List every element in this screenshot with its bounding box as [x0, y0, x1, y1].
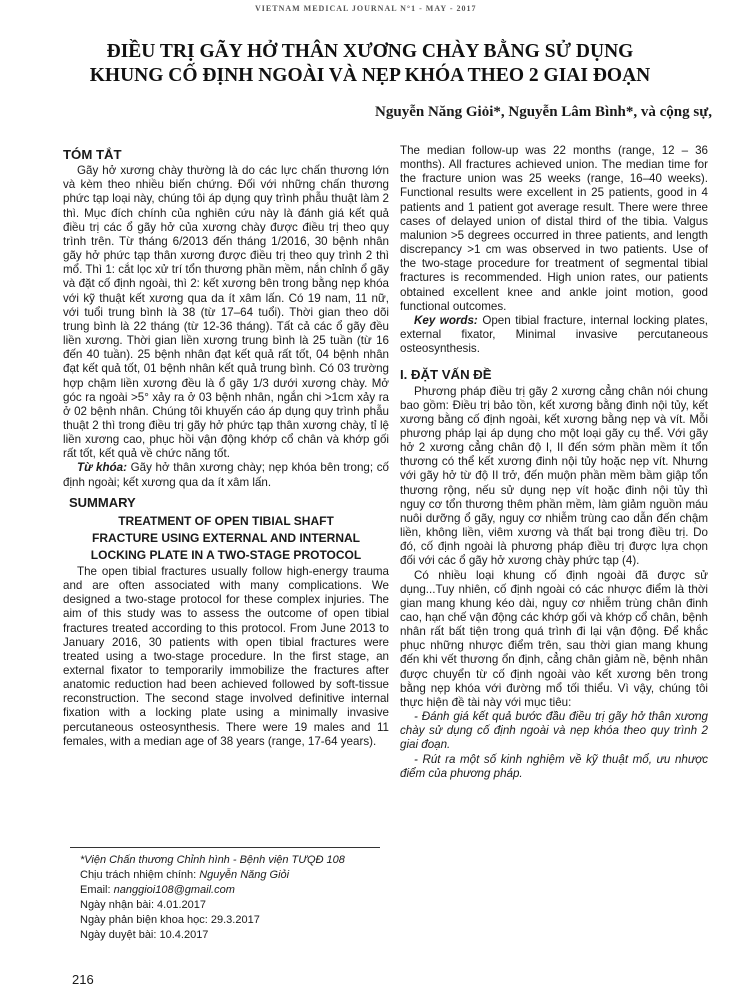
email-line — [80, 883, 400, 898]
summary-body-continued: The median follow-up was 22 months (range, 12 – 36 months). All fractures achieved union. The median time for the fracture union was 25 weeks (range, 16–40 weeks). Functional results were excellent in 25 patients, good in 4 patients and 1 patient got average result. There were three cases of delayed union of distal third of the tibia. Valgus malunion >5 degrees occurred in three patients, and length discrepancy >1 cm was observed in two patients. Use of the two-stage procedure for treatment of segmental tibial fractures is recommended. High union rates, our patients obtained excellent knee and ankle joint motion, good functional outcomes. — [400, 144, 708, 313]
summary-body: The open tibial fractures usually follow high-energy trauma and are often associated with many complications. We designed a two-stage protocol for these complex injuries. The aim of this study was to assess the outcome of open tibial fractures treated according to this protocol. From June 2013 to January 2016, 30 patients with open tibial fractures were treated using a two-stage procedure. In the first stage, an external fixator to temporarily immobilize the fractures after anatomic reduction had been achieved followed by soft-tissue reconstruction. The second stage involved definitive internal fixation with a locking plate using a minimally invasive percutaneous osteosynthesis. There were 19 males and 11 females, with a median age of 38 years (range, 17-64 years). — [63, 564, 389, 748]
summary-keywords — [400, 314, 708, 356]
date-approved: Ngày duyệt bài: 10.4.2017 — [80, 929, 209, 941]
abstract-vi-body: Gãy hở xương chày thường là do các lực chấn thương lớn và kèm theo nhiều biến chứng. Đối với những chấn thương phức tạp loại này, chúng tôi áp dụng quy trình phẫu thuật làm 2 thì. Mục đích chính của nghiên cứu này là đánh giá kết quả điều trị các ổ gãy hở của xương chày được điều trị theo quy trình trên. Từ tháng 6/2013 đến tháng 1/2016, 30 bệnh nhân gãy hở phức tạp thân xương được điều trị theo quy trình 2 thì mổ. Thì 1: cắt lọc xử trí tổn thương phần mềm, nắn chỉnh ổ gãy và đặt cố định ngoài, thì 2: kết xương bên trong bằng nẹp khóa với kỹ thuật kết xương qua da ít xâm lấn. Có 19 nam, 11 nữ, với tuổi trung bình là 38 (từ 17–64 tuổi). Thời gian theo dõi trung bình là 22 tháng (từ 12-36 tháng). Tất cả các ổ gãy đều liền xương. Thời gian liền xương trung bình là 25 tuần (từ 16 đến 40 tuần). 25 bệnh nhân đạt kết quả rất tốt, 04 bệnh nhân đạt kết quả tốt, 01 bệnh nhân kết quả trung bình. Có 03 trường hợp chậm liền xương đều là ổ gãy 1/3 dưới xương chày. Mở góc ra ngoài >5° xảy ra ở 03 bệnh nhân, ngắn chi >1cm xảy ra ở 02 bệnh nhân. Chúng tôi khuyến cáo áp dụng quy trình phẫu thuật 2 thì trong điều trị gãy hở phức tạp thân xương chày, tỉ lệ liền xương cao, phục hồi vận động khớp cổ chân và khớp gối rất tốt, kết quả về chức năng tốt. — [63, 164, 389, 461]
responsible-author — [80, 868, 400, 883]
section-1-heading: I. ĐẶT VẤN ĐỀ — [400, 367, 492, 383]
footnote-rule — [70, 847, 380, 848]
section-1-paragraph-1: Phương pháp điều trị gãy 2 xương cẳng chân nói chung bao gồm: Điều trị bảo tồn, kết xương bằng đinh nội tủy, kết xương bằng cố định ngoài, kết xương bằng nẹp và vít. Mỗi phương pháp lại áp dụng cho một loại gãy cụ thể. Với gãy hở 2 xương cẳng chân độ I, II đến sớm phần mềm ít tổn thương có thể kết xương đinh nội tủy hoặc nẹp vít. Nhưng với gãy hở từ độ II trở, đến muộn phần mềm bầm giập tổn thương rộng, nếu sử dụng nẹp vít hoặc đinh nội tủy thì nguy cơ tổn thương thêm phần mềm, làm giảm nguồn máu nuôi dưỡng ổ gãy, nguy cơ nhiễm trùng cao dẫn đến chậm liền, không liền, viêm xương và thất bại trong điều trị. Do đó, cố định ngoài là phương pháp điều trị được lựa chọn đối với các ổ gãy hở xương chày phức tạp (4). — [400, 384, 708, 568]
abstract-vi-keywords — [63, 461, 389, 489]
date-reviewed: Ngày phản biện khoa học: 29.3.2017 — [80, 914, 260, 926]
summary-title-line-3: LOCKING PLATE IN A TWO-STAGE PROTOCOL — [90, 547, 362, 562]
keywords-vi-label: Từ khóa: — [77, 461, 127, 475]
summary-title-line-2: FRACTURE USING EXTERNAL AND INTERNAL — [91, 530, 360, 545]
summary-title — [63, 513, 389, 564]
email-address[interactable]: nanggioi108@gmail.com — [113, 884, 235, 896]
right-column — [400, 144, 708, 781]
article-title — [60, 40, 680, 88]
abstract-vi-heading: TÓM TẮT — [63, 147, 122, 162]
keywords-en-label: Key words: — [414, 313, 478, 327]
left-column — [63, 148, 389, 749]
title-line-1: ĐIỀU TRỊ GÃY HỞ THÂN XƯƠNG CHÀY BẰNG SỬ DỤNG — [106, 41, 634, 62]
objective-1: - Đánh giá kết quả bước đầu điều trị gãy hở thân xương chày sử dụng cố định ngoài và nẹp khóa theo quy trình 2 giai đoạn. — [400, 710, 708, 752]
summary-heading: SUMMARY — [69, 494, 136, 510]
title-line-2: KHUNG CỐ ĐỊNH NGOÀI VÀ NẸP KHÓA THEO 2 GIAI ĐOẠN — [89, 65, 651, 86]
objective-2: - Rút ra một số kinh nghiệm về kỹ thuật mổ, ưu nhược điểm của phương pháp. — [400, 752, 708, 780]
page-number: 216 — [72, 972, 94, 987]
responsible-label: Chịu trách nhiệm chính: — [80, 869, 197, 881]
email-label: Email: — [80, 884, 111, 896]
affiliation: *Viện Chấn thương Chỉnh hình - Bệnh viện TƯQĐ 108 — [80, 854, 345, 866]
section-1-paragraph-2: Có nhiều loại khung cố định ngoài đã được sử dụng...Tuy nhiên, cố định ngoài có các nhược điểm là thời gian mang khung kéo dài, nguy cơ nhiễm trùng chân đinh cao, hạn chế vận động các khớp gối và khớp cổ chân, bệnh nhân rất bất tiện trong quá trình đi lại vận động. Để khắc phục những nhược điểm trên, sau thời gian mang khung đến khi vết thương ổn định, cẳng chân giảm nề, bệnh nhân được chuyển từ cố định ngoài vào kết xương bên trong bằng nẹp khóa với đường mổ tối thiểu. Vì vậy, chúng tôi thực hiện đề tài này với mục tiêu: — [400, 568, 708, 709]
summary-title-line-1: TREATMENT OF OPEN TIBIAL SHAFT — [118, 513, 334, 528]
responsible-name: Nguyễn Năng Giỏi — [199, 869, 290, 881]
keywords-en-text: Open tibial fracture, internal locking plates, external fixator, Minimal invasive percutaneous osteosynthesis. — [400, 313, 708, 356]
keywords-vi-text: Gãy hở thân xương chày; nẹp khóa bên trong; cố định ngoài; kết xương qua da ít xâm lấn. — [63, 461, 389, 489]
footnotes — [80, 853, 400, 943]
running-head: VIETNAM MEDICAL JOURNAL N°1 - MAY - 2017 — [255, 4, 477, 13]
authors: Nguyễn Năng Giỏi*, Nguyễn Lâm Bình*, và cộng sự, — [375, 104, 712, 120]
date-received: Ngày nhận bài: 4.01.2017 — [80, 899, 206, 911]
